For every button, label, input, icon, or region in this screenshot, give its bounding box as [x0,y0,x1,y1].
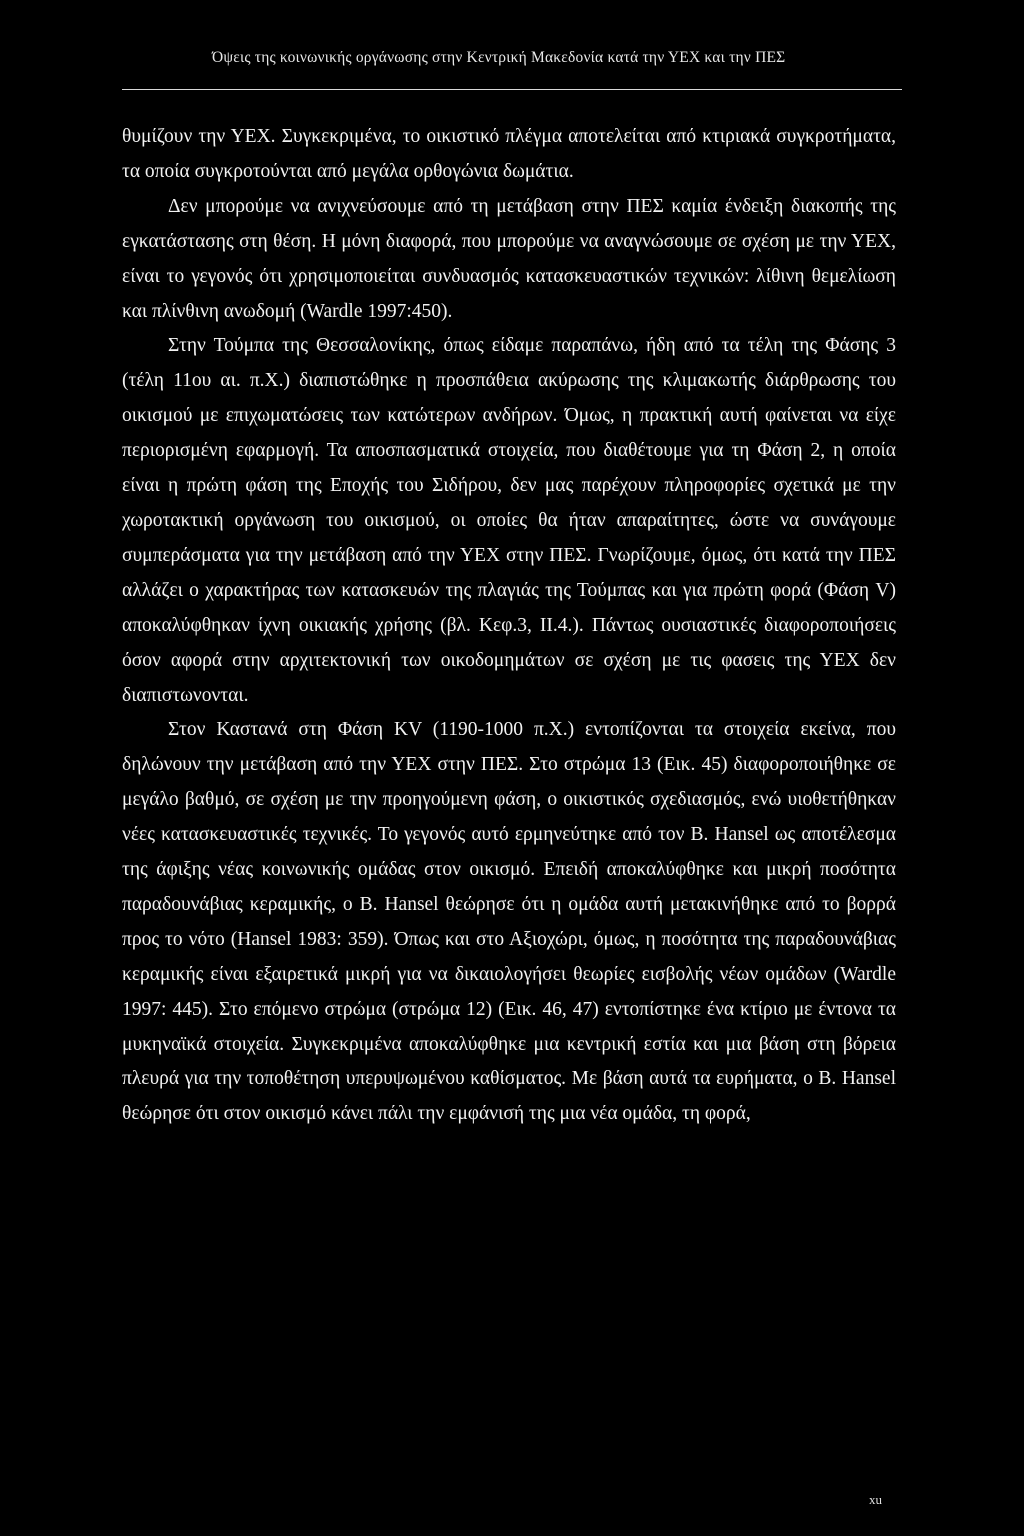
page-number: xu [869,1492,882,1507]
paragraph: Στον Καστανά στη Φάση ΚV (1190-1000 π.Χ.) εντοπίζονται τα στοιχεία εκείνα, που δηλώνουν την μετάβαση από την ΥΕΧ στην ΠΕΣ. Στο στρώμα 13 (Εικ. 45) διαφοροποιήθηκε σε μεγάλο βαθμό, σε σχέση με την προηγούμενη φάση, ο οικιστικός σχεδιασμός, ενώ υιοθετήθηκαν νέες κατασκευαστικές τεχνικές. Το γεγονός αυτό ερμηνεύτηκε από τον Β. Hansel ως αποτέλεσμα της άφιξης νέας κοινωνικής ομάδας στον οικισμό. Επειδή αποκαλύφθηκε και μικρή ποσότητα παραδουνάβιας κεραμικής, ο Β. Hansel θεώρησε ότι η ομάδα αυτή μετακινήθηκε από το βορρά προς το νότο (Hansel 1983: 359). Όπως και στο Αξιοχώρι, όμως, η ποσότητα της παραδουνάβιας κεραμικής είναι εξαιρετικά μικρή για να δικαιολογήσει θεωρίες εισβολής νέων ομάδων (Wardle 1997: 445). Στο επόμενο στρώμα (στρώμα 12) (Εικ. 46, 47) εντοπίστηκε ένα κτίριο με έντονα τα μυκηναϊκά στοιχεία. Συγκεκριμένα αποκαλύφθηκε μια κεντρική εστία και μια βάση στη βόρεια πλευρά για την τοποθέτηση υπερυψωμένου καθίσματος. Με βάση αυτά τα ευρήματα, ο Β. Hansel θεώρησε ότι στον οικισμό κάνει πάλι την εμφάνισή της μια νέα ομάδα, τη φορά, [122,719,896,1125]
paragraph: θυμίζουν την ΥΕΧ. Συγκεκριμένα, το οικιστικό πλέγμα αποτελείται από κτιριακά συγκροτήματα, τα οποία συγκροτούνται από μεγάλα ορθογώνια δωμάτια. [122,126,896,182]
header-rule [122,89,902,90]
paragraph: Στην Τούμπα της Θεσσαλονίκης, όπως είδαμε παραπάνω, ήδη από τα τέλη της Φάσης 3 (τέλη 11ου αι. π.Χ.) διαπιστώθηκε η προσπάθεια ακύρωσης της κλιμακωτής διάρθρωσης του οικισμού με επιχωματώσεις των κατώτερων ανδήρων. Όμως, η πρακτική αυτή φαίνεται να είχε περιορισμένη εφαρμογή. Τα αποσπασματικά στοιχεία, που διαθέτουμε για τη Φάση 2, η οποία είναι η πρώτη φάση της Εποχής του Σιδήρου, δεν μας παρέχουν πληροφορίες σχετικά με την χωροτακτική οργάνωση του οικισμού, οι οποίες θα ήταν απαραίτητες, ώστε να συνάγουμε συμπεράσματα για την μετάβαση από την ΥΕΧ στην ΠΕΣ. Γνωρίζουμε, όμως, ότι κατά την ΠΕΣ αλλάζει ο χαρακτήρας των κατασκευών της πλαγιάς της Τούμπας και για πρώτη φορά (Φάση V) αποκαλύφθηκαν ίχνη οικιακής χρήσης (βλ. Κεφ.3, ΙΙ.4.). Πάντως ουσιαστικές διαφοροποιήσεις όσον αφορά στην αρχιτεκτονική των οικοδομημάτων σε σχέση με τις φασεις της ΥΕΧ δεν διαπιστωνονται. [122,335,896,706]
body-text [122,120,896,1132]
paragraph: Δεν μπορούμε να ανιχνεύσουμε από τη μετάβαση στην ΠΕΣ καμία ένδειξη διακοπής της εγκατάστασης στη θέση. Η μόνη διαφορά, που μπορούμε να αναγνώσουμε σε σχέση με την ΥΕΧ, είναι το γεγονός ότι χρησιμοποιείται συνδυασμός κατασκευαστικών τεχνικών: λίθινη θεμελίωση και πλίνθινη ανωδομή (Wardle 1997:450). [122,195,896,322]
running-header: Όψεις της κοινωνικής οργάνωσης στην Κεντρική Μακεδονία κατά την ΥΕΧ και την ΠΕΣ [212,49,786,66]
